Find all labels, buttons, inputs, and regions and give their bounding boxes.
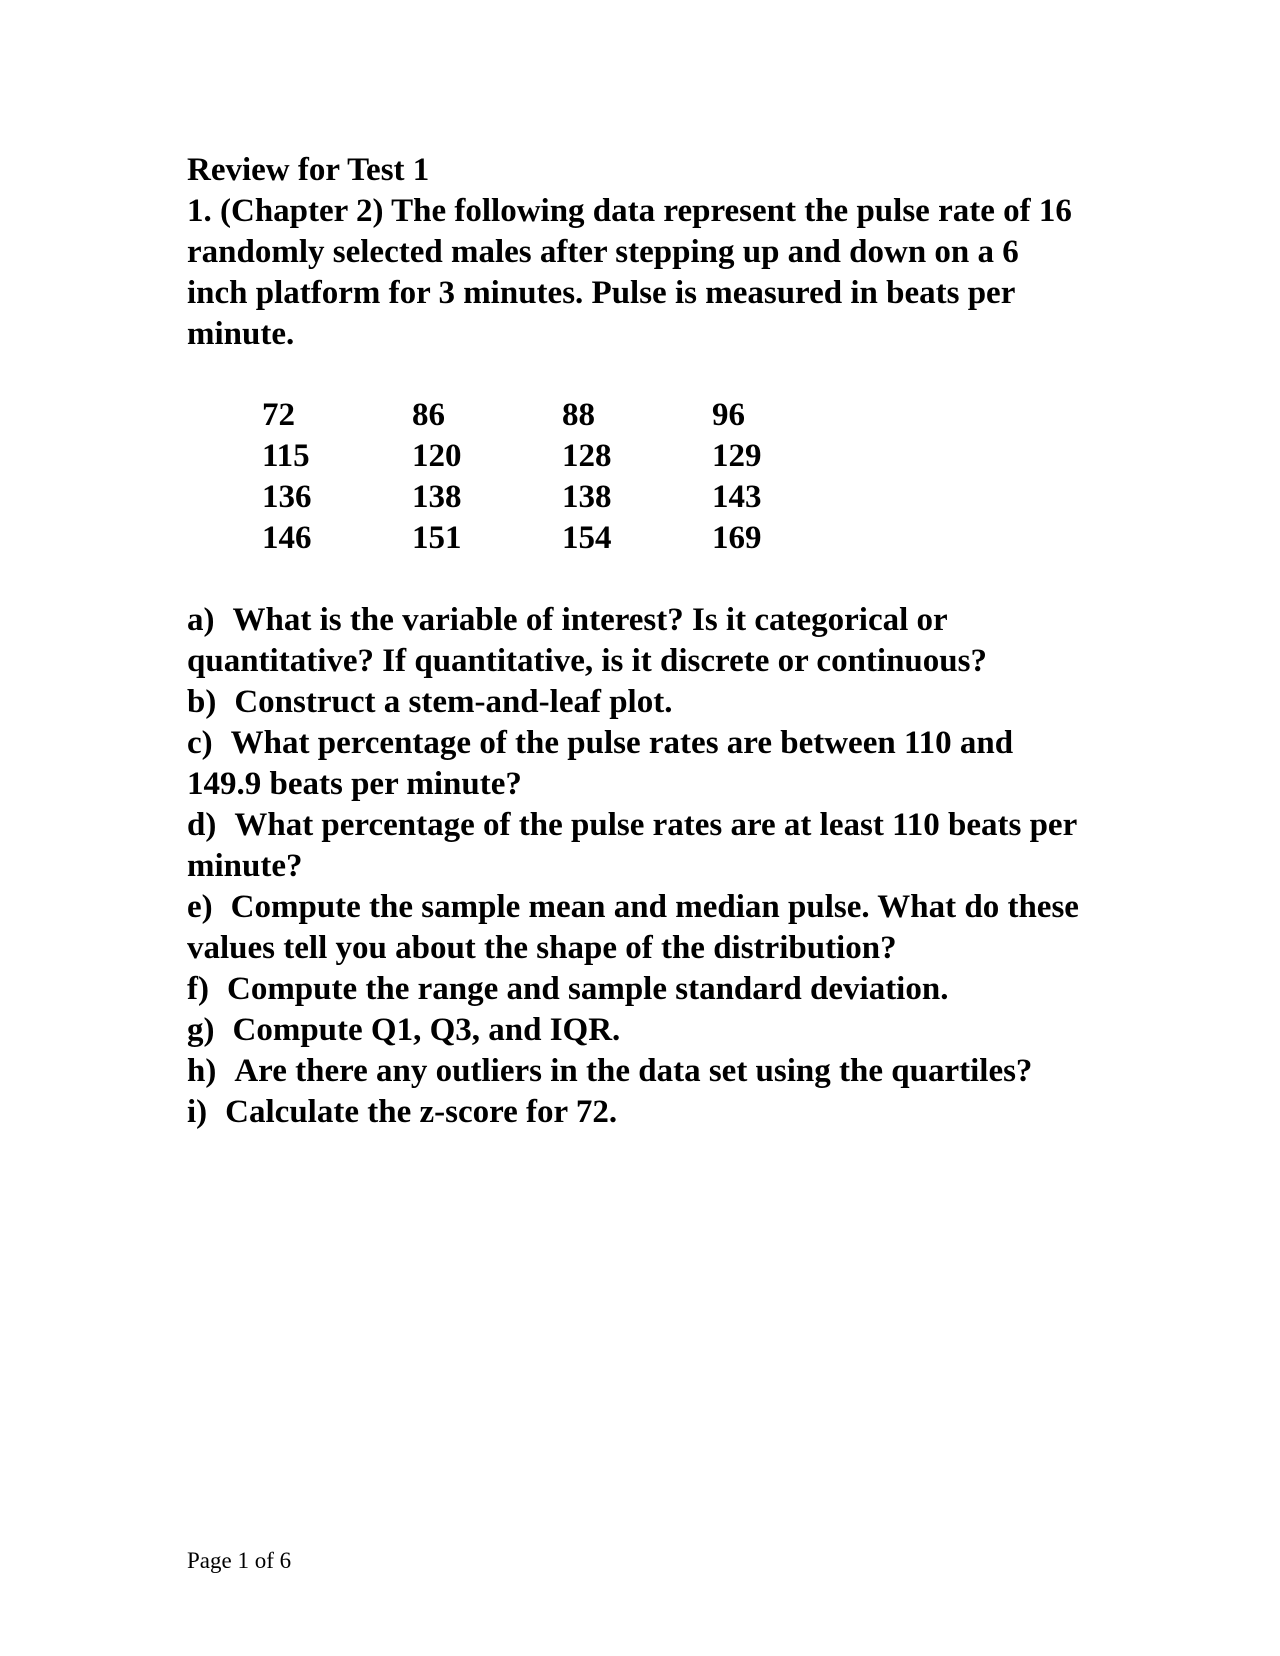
question-letter: i) [187,1094,208,1130]
question-list [187,600,1087,1133]
question-letter: f) [187,971,209,1007]
question-text: What is the variable of interest? Is it categorical or quantitative? If quantitative, is it discrete or continuous? [187,602,987,679]
question-text: Calculate the z-score for 72. [225,1094,618,1130]
question-text: Compute the sample mean and median pulse. What do these values tell you about the shape of the distribution? [187,889,1079,966]
table-row [262,436,862,477]
table-cell: 154 [562,520,612,556]
table-row [262,477,862,518]
table-cell: 88 [562,397,595,433]
question-item [187,887,1087,969]
pulse-data-table [262,395,862,559]
question-item [187,682,1087,723]
question-text: What percentage of the pulse rates are between 110 and 149.9 beats per minute? [187,725,1014,802]
problem-intro-text: 1. (Chapter 2) The following data represent the pulse rate of 16 randomly selected males after stepping up and down on a 6 inch platform for 3 minutes. Pulse is measured in beats per minute. [187,193,1072,352]
question-text: Construct a stem-and-leaf plot. [234,684,673,720]
question-letter: h) [187,1053,217,1089]
question-item [187,1092,1087,1133]
document-title: Review for Test 1 [187,152,430,188]
table-cell: 138 [412,479,462,515]
page-footer: Page 1 of 6 [187,1548,292,1573]
question-letter: e) [187,889,213,925]
table-cell: 128 [562,438,612,474]
table-cell: 146 [262,520,312,556]
question-text: Are there any outliers in the data set using the quartiles? [234,1053,1033,1089]
question-letter: g) [187,1012,215,1048]
table-cell: 96 [712,397,745,433]
table-cell: 86 [412,397,445,433]
question-letter: d) [187,807,217,843]
question-text: Compute Q1, Q3, and IQR. [232,1012,621,1048]
table-cell: 169 [712,520,762,556]
table-cell: 129 [712,438,762,474]
question-item [187,723,1087,805]
question-item [187,805,1087,887]
question-text: Compute the range and sample standard deviation. [226,971,949,1007]
question-letter: c) [187,725,213,761]
problem-intro [187,191,1087,355]
question-item [187,1051,1087,1092]
question-item [187,969,1087,1010]
table-row [262,395,862,436]
document-header [187,150,1087,355]
table-cell: 138 [562,479,612,515]
question-text: What percentage of the pulse rates are at least 110 beats per minute? [187,807,1077,884]
question-item [187,600,1087,682]
table-cell: 115 [262,438,310,474]
table-cell: 120 [412,438,462,474]
question-letter: a) [187,602,215,638]
table-cell: 72 [262,397,295,433]
table-cell: 136 [262,479,312,515]
question-letter: b) [187,684,217,720]
table-row [262,518,862,559]
table-cell: 151 [412,520,462,556]
question-item [187,1010,1087,1051]
table-cell: 143 [712,479,762,515]
